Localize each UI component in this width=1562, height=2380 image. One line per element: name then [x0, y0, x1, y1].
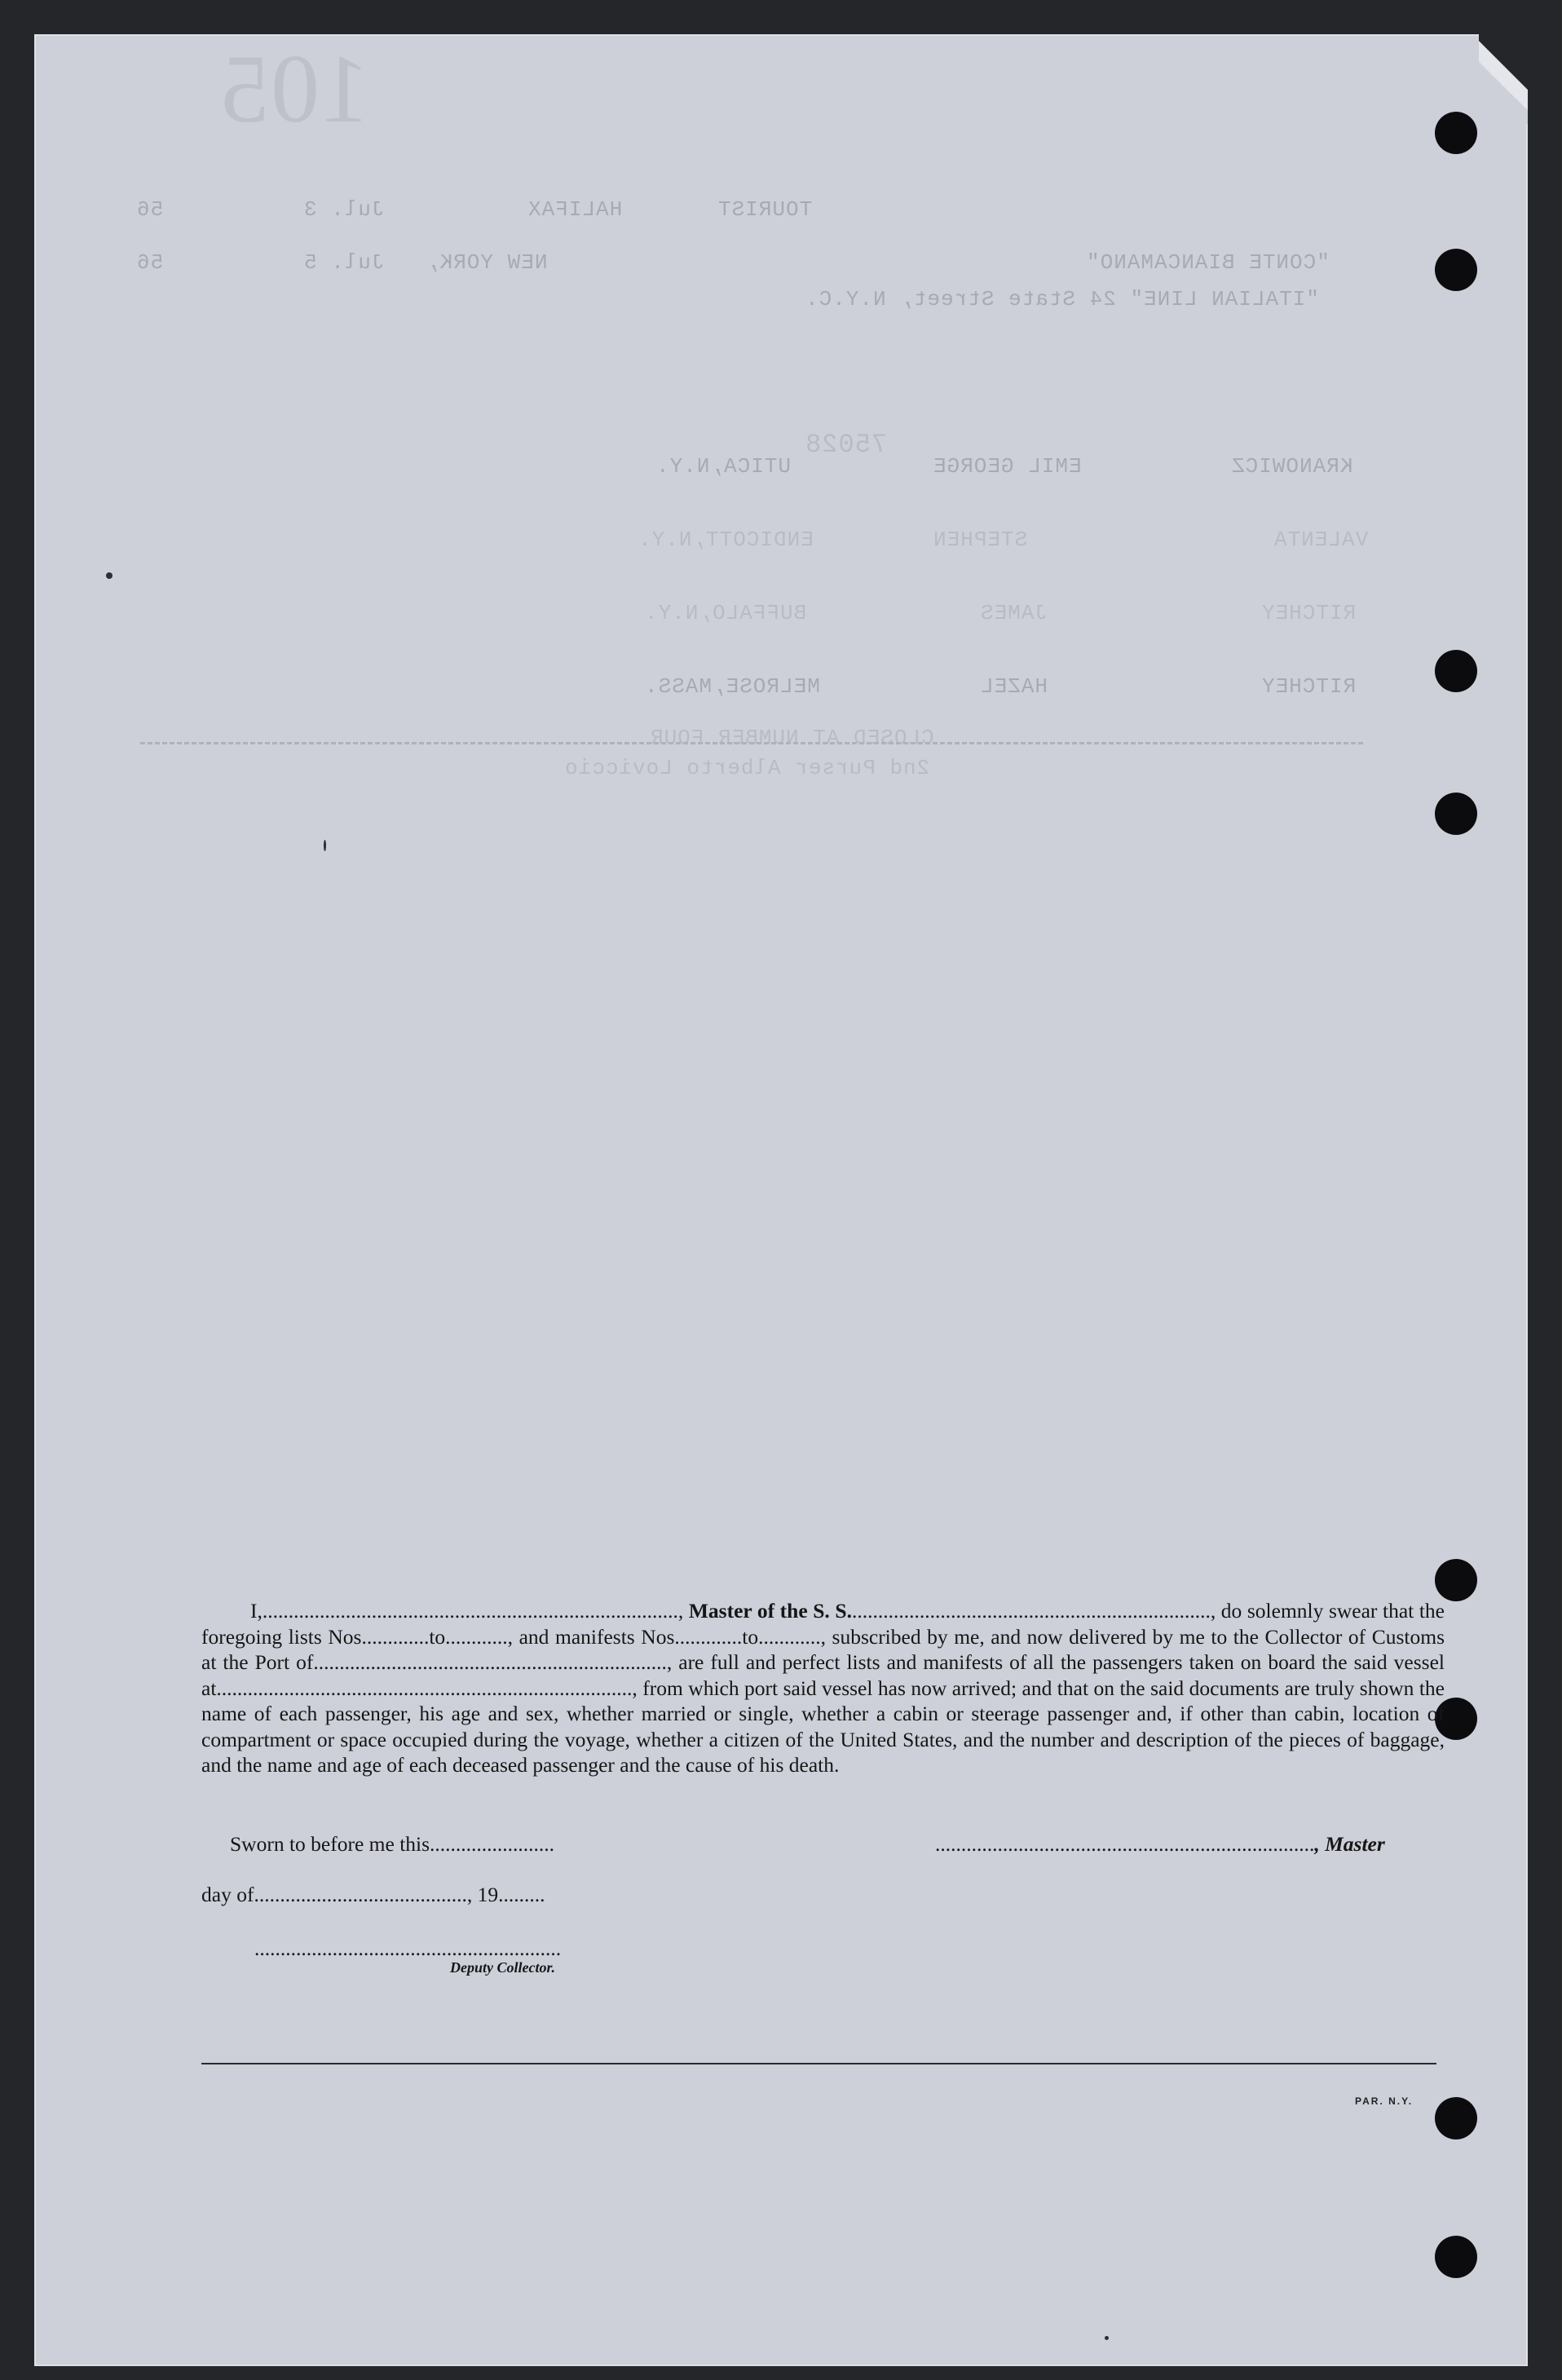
year-field[interactable]: ......... — [498, 1883, 545, 1906]
binder-hole — [1435, 793, 1477, 835]
bleed-place: MELROSE,MASS. — [644, 674, 820, 699]
boarding-port-field[interactable]: ................................................................................ — [216, 1676, 633, 1700]
ink-speck — [106, 572, 113, 579]
binder-hole — [1435, 2097, 1477, 2139]
binder-hole — [1435, 650, 1477, 692]
bleed-place: BUFFALO,N.Y. — [644, 601, 807, 625]
month-field[interactable]: ......................................... — [254, 1883, 467, 1906]
bleed-surname: RITCHEY — [1261, 601, 1357, 625]
bleed-surname: RITCHEY — [1261, 674, 1357, 699]
bleed-surname: VALENTA — [1273, 528, 1369, 552]
master-of-ss-label: Master of the S. S. — [688, 1599, 852, 1623]
port-field[interactable]: .................................................................... — [313, 1650, 667, 1674]
master-signature-field[interactable]: ......................................................................... — [935, 1832, 1315, 1856]
printer-mark: PAR. N.Y. — [1355, 2095, 1414, 2107]
deputy-collector-label: Deputy Collector. — [450, 1959, 555, 1976]
sworn-label: Sworn to before me this — [230, 1832, 430, 1856]
bleed-year: 56 — [136, 197, 164, 222]
lists-from-field[interactable]: ............. — [361, 1624, 430, 1649]
bleed-ship: "CONTE BIANCAMANO" — [1086, 250, 1330, 275]
bleed-given: EMIL GEORGE — [933, 454, 1082, 479]
folded-corner — [1479, 34, 1528, 124]
manifest-page — [34, 34, 1528, 2366]
bleed-code: 75028 — [805, 430, 888, 460]
collector-signature-row — [254, 1936, 561, 1961]
bleed-surname: KRANOWICZ — [1231, 454, 1353, 479]
bleed-given: STEPHEN — [933, 528, 1028, 552]
footer-rule — [201, 2063, 1436, 2064]
bleed-year-2: 56 — [136, 250, 164, 275]
bleed-place: ENDICOTT,N.Y. — [638, 528, 814, 552]
bleed-class: TOURIST — [717, 197, 813, 222]
sworn-day-field[interactable]: ........................ — [430, 1832, 555, 1856]
master-name-field[interactable]: ................................................................................ — [262, 1599, 678, 1623]
master-signature-row — [935, 1832, 1385, 1857]
ink-speck — [324, 840, 326, 851]
bleed-line: "ITALIAN LINE" 24 State Street, N.Y.C. — [805, 287, 1319, 311]
bleed-closed: CLOSED AT NUMBER FOUR — [650, 726, 934, 750]
oath-text: I, — [250, 1599, 263, 1623]
binder-hole — [1435, 2236, 1477, 2278]
binder-hole — [1435, 1559, 1477, 1601]
day-of-label: day of — [201, 1883, 254, 1906]
binder-hole — [1435, 249, 1477, 291]
ship-name-field[interactable]: ..................................................................... — [851, 1599, 1211, 1623]
bleed-given: JAMES — [980, 601, 1048, 625]
collector-signature-field[interactable]: ........................................................... — [254, 1936, 562, 1960]
bleed-date: Jul. 3 — [303, 197, 385, 222]
manifests-from-field[interactable]: ............. — [674, 1624, 743, 1649]
sworn-row — [230, 1832, 554, 1857]
lists-to-field[interactable]: ............ — [445, 1624, 508, 1649]
bleed-purser: 2nd Purser Alberto Loviccio — [564, 756, 930, 780]
bleed-page-number: 105 — [220, 34, 369, 143]
oath-paragraph: I,................................................................................, Master of the S. S......................................................................, do solemnly swear that the foregoing lists Nos.............to............, and manifests Nos.............to............, subscribed by me, and now delivered by me to the Collector of Customs at the Port of...................................................................., are full and perfect lists and manifests of all the passengers taken on board the said vessel at................................................................................, from which port said vessel has now arrived; and that on the said documents are truly shown the name of each passenger, his age and sex, whether married or single, whether a cabin or steerage passenger and, if other than cabin, location of compartment or space occupied during the voyage, whether a citizen of the United States, and the number and description of the pieces of baggage, and the name and age of each deceased passenger and the cause of his death. — [201, 1599, 1445, 1777]
ink-speck — [1105, 2336, 1109, 2340]
bleed-port-2: NEW YORK, — [426, 250, 548, 275]
master-label: , Master — [1314, 1832, 1385, 1856]
bleed-given: HAZEL — [980, 674, 1048, 699]
manifests-to-field[interactable]: ............ — [758, 1624, 821, 1649]
bleed-port: HALIFAX — [527, 197, 623, 222]
bleed-date-2: Jul. 5 — [303, 250, 385, 275]
bleed-place: UTICA,N.Y. — [655, 454, 792, 479]
binder-hole — [1435, 112, 1477, 154]
day-row: day of........................................., 19......... — [201, 1883, 545, 1906]
